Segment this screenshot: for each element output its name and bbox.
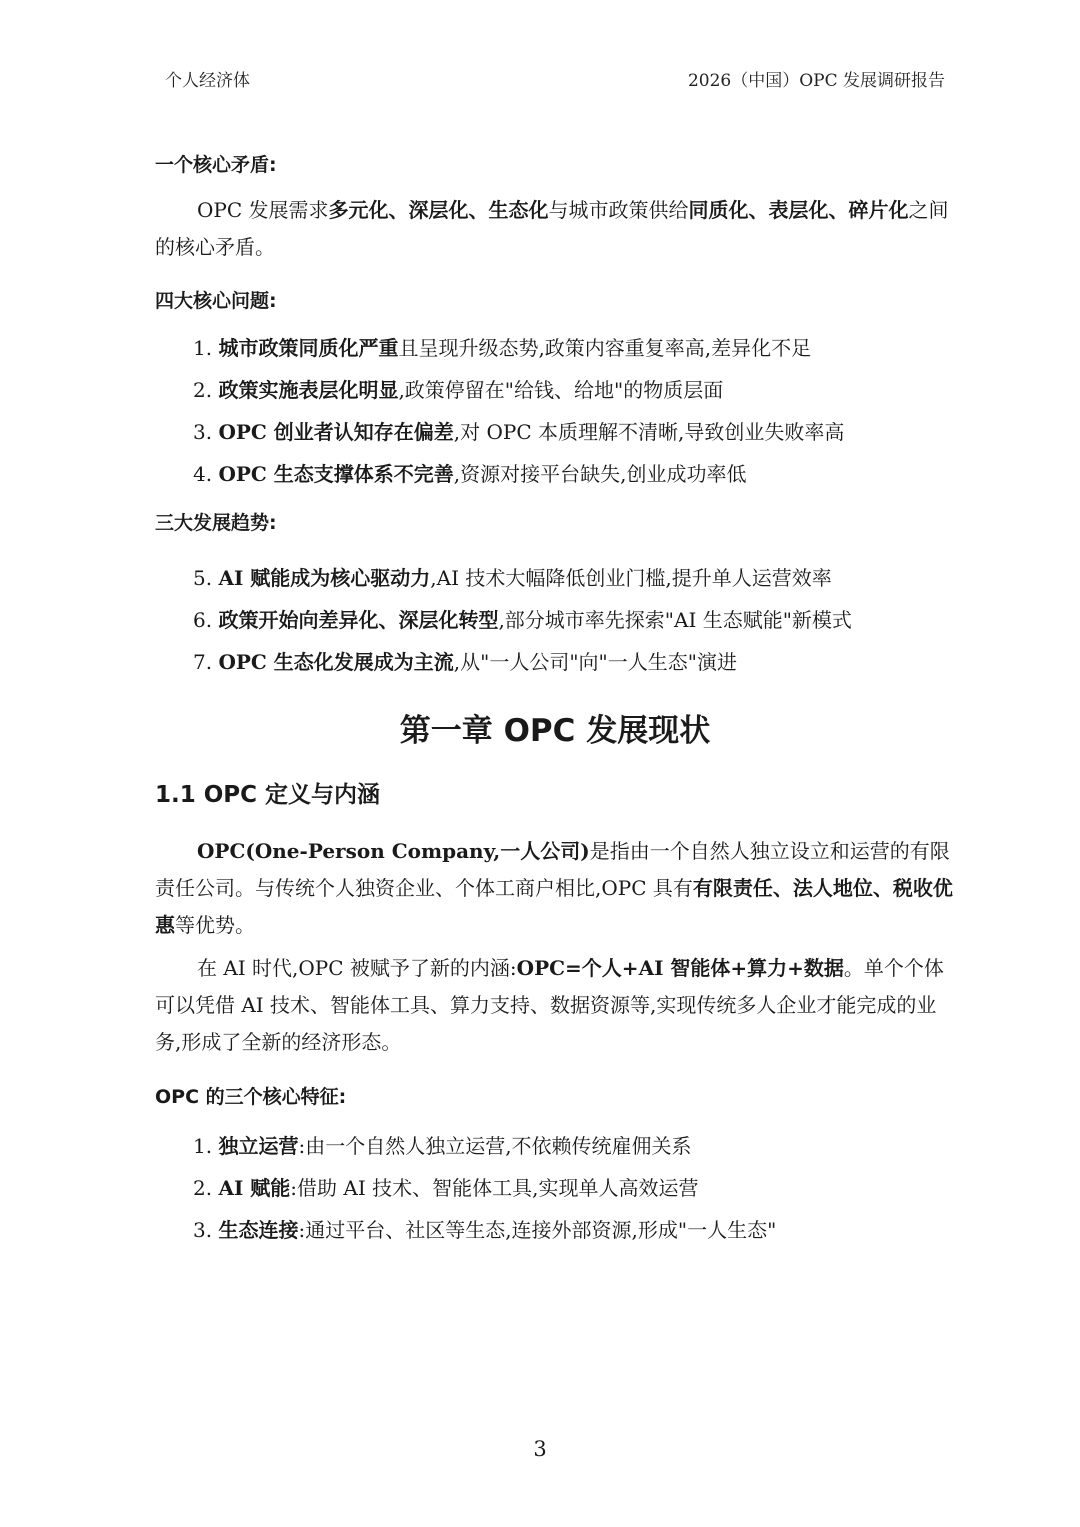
item-number: 3. bbox=[193, 420, 213, 444]
features-list bbox=[155, 1125, 955, 1251]
item-key-phrase: AI 赋能成为核心驱动力 bbox=[218, 566, 431, 590]
core-conflict-label: 一个核心矛盾: bbox=[155, 154, 277, 176]
problems-list bbox=[155, 327, 955, 495]
item-key-phrase: 生态连接 bbox=[218, 1218, 299, 1242]
features-label: OPC 的三个核心特征: bbox=[155, 1086, 347, 1108]
header-report-title: 2026（中国）OPC 发展调研报告 bbox=[687, 71, 945, 91]
problem-item bbox=[193, 453, 955, 495]
item-description: ,部分城市率先探索"AI 生态赋能"新模式 bbox=[498, 608, 852, 632]
feature-item bbox=[193, 1167, 955, 1209]
item-key-phrase: 政策实施表层化明显 bbox=[218, 378, 399, 402]
item-description: 且呈现升级态势,政策内容重复率高,差异化不足 bbox=[398, 336, 812, 360]
problem-item bbox=[193, 327, 955, 369]
chapter-title: 第一章 OPC 发展现状 bbox=[399, 713, 711, 749]
definition-paragraph bbox=[155, 833, 955, 944]
item-description: :通过平台、社区等生态,连接外部资源,形成"一人生态" bbox=[298, 1218, 777, 1242]
item-number: 5. bbox=[193, 566, 213, 590]
paragraph-text: 之间的核心矛盾。 bbox=[155, 198, 949, 259]
page-number: 3 bbox=[533, 1437, 547, 1461]
item-description: ,对 OPC 本质理解不清晰,导致创业失败率高 bbox=[453, 420, 845, 444]
item-number: 1. bbox=[193, 1134, 213, 1158]
item-description: :由一个自然人独立运营,不依赖传统雇佣关系 bbox=[298, 1134, 692, 1158]
item-description: :借助 AI 技术、智能体工具,实现单人高效运营 bbox=[290, 1176, 699, 1200]
item-key-phrase: AI 赋能 bbox=[218, 1176, 291, 1200]
trend-item bbox=[193, 641, 955, 683]
item-key-phrase: OPC 创业者认知存在偏差 bbox=[218, 420, 454, 444]
trend-item bbox=[193, 599, 955, 641]
item-key-phrase: 独立运营 bbox=[218, 1134, 299, 1158]
item-description: ,政策停留在"给钱、给地"的物质层面 bbox=[398, 378, 724, 402]
emphasis-text: 多元化、深层化、生态化 bbox=[328, 198, 549, 222]
core-conflict-paragraph bbox=[155, 192, 955, 266]
emphasis-text: 同质化、表层化、碎片化 bbox=[688, 198, 909, 222]
feature-item bbox=[193, 1209, 955, 1251]
emphasis-text: OPC=个人+AI 智能体+算力+数据 bbox=[516, 956, 844, 980]
item-number: 2. bbox=[193, 1176, 213, 1200]
page-content bbox=[155, 145, 955, 1251]
item-number: 7. bbox=[193, 650, 213, 674]
problem-item bbox=[193, 369, 955, 411]
item-description: ,资源对接平台缺失,创业成功率低 bbox=[453, 462, 747, 486]
paragraph-text: 与城市政策供给 bbox=[548, 198, 689, 222]
emphasis-text: 有限责任、法人地位、税收优惠 bbox=[155, 876, 953, 937]
item-number: 4. bbox=[193, 462, 213, 486]
problems-label: 四大核心问题: bbox=[155, 290, 277, 312]
item-description: ,从"一人公司"向"一人生态"演进 bbox=[453, 650, 737, 674]
feature-item bbox=[193, 1125, 955, 1167]
trends-list bbox=[155, 557, 955, 683]
paragraph-text: 是指由一个自然人独立设立和运营的有限责任公司。与传统个人独资企业、个体工商户相比,OPC 具有 bbox=[155, 839, 950, 900]
emphasis-text: OPC(One-Person Company,一人公司) bbox=[197, 839, 590, 863]
item-number: 3. bbox=[193, 1218, 213, 1242]
trend-item bbox=[193, 557, 955, 599]
paragraph-text: 等优势。 bbox=[175, 913, 255, 937]
item-key-phrase: OPC 生态支撑体系不完善 bbox=[218, 462, 454, 486]
header-publisher: 个人经济体 bbox=[165, 71, 250, 91]
item-description: ,AI 技术大幅降低创业门槛,提升单人运营效率 bbox=[430, 566, 832, 590]
page-header bbox=[165, 66, 945, 96]
section-title: 1.1 OPC 定义与内涵 bbox=[155, 782, 381, 808]
item-key-phrase: OPC 生态化发展成为主流 bbox=[218, 650, 454, 674]
item-number: 2. bbox=[193, 378, 213, 402]
problem-item bbox=[193, 411, 955, 453]
paragraph-text: OPC 发展需求 bbox=[197, 198, 329, 222]
item-number: 1. bbox=[193, 336, 213, 360]
paragraph-text: 。单个个体可以凭借 AI 技术、智能体工具、算力支持、数据资源等,实现传统多人企业才能完成的业务,形成了全新的经济形态。 bbox=[155, 956, 944, 1054]
connotation-paragraph bbox=[155, 950, 955, 1061]
item-key-phrase: 城市政策同质化严重 bbox=[218, 336, 399, 360]
paragraph-text: 在 AI 时代,OPC 被赋予了新的内涵: bbox=[197, 956, 517, 980]
item-key-phrase: 政策开始向差异化、深层化转型 bbox=[218, 608, 499, 632]
item-number: 6. bbox=[193, 608, 213, 632]
trends-label: 三大发展趋势: bbox=[155, 512, 277, 534]
